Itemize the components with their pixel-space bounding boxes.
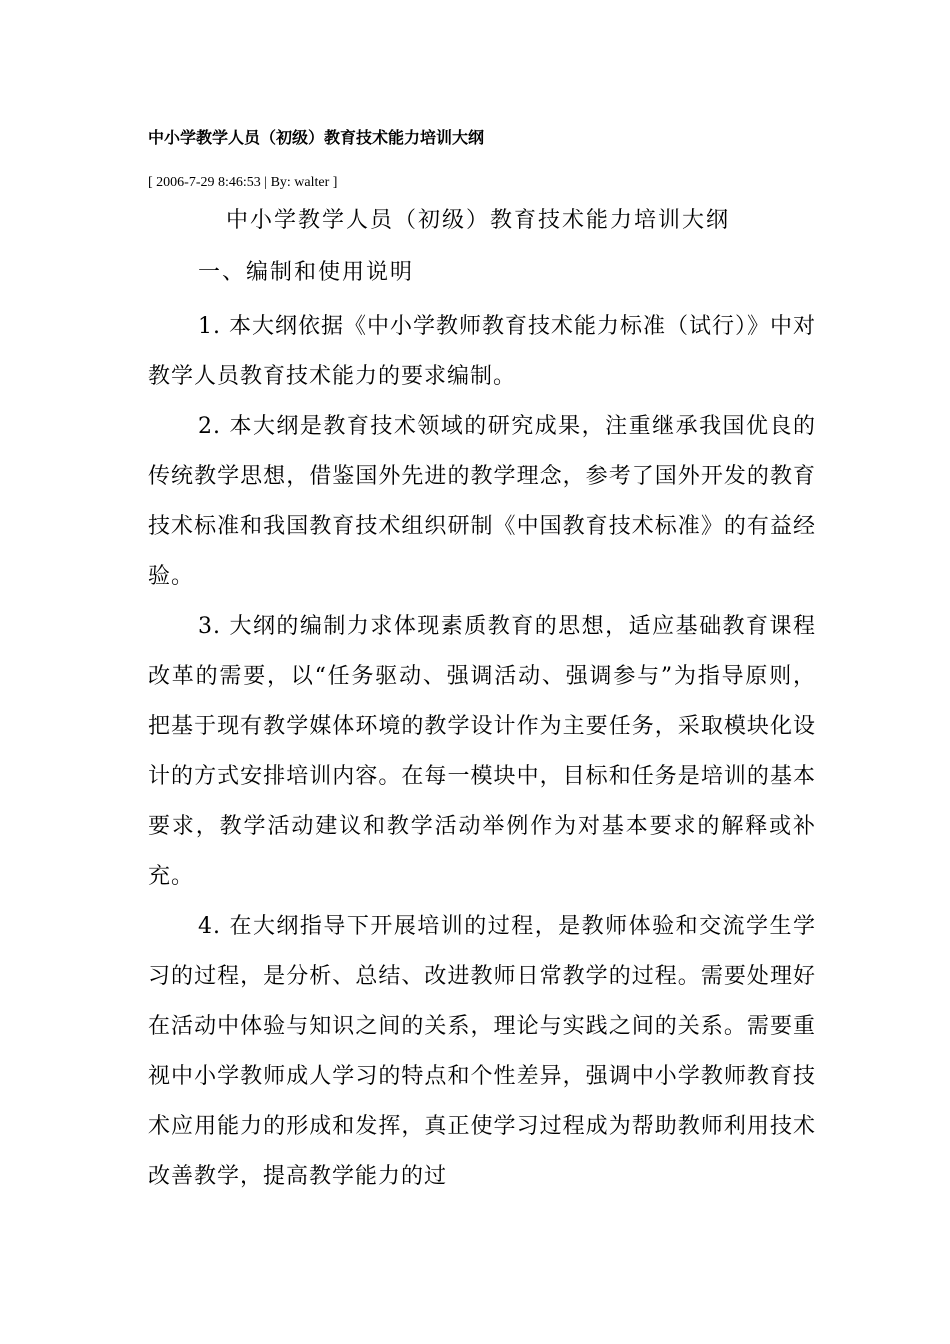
document-body [148,302,816,1202]
paragraph-4: 4. 在大纲指导下开展培训的过程，是教师体验和交流学生学习的过程，是分析、总结、改进教师日常教学的过程。需要处理好在活动中体验与知识之间的关系，理论与实践之间的关系。需要重视中小学教师成人学习的特点和个性差异，强调中小学教师教育技术应用能力的形成和发挥，真正使学习过程成为帮助教师利用技术改善教学，提高教学能力的过 [148,914,816,1189]
post-meta: [ 2006-7-29 8:46:53 | By: walter ] [148,175,338,190]
document-title: 中小学教学人员（初级）教育技术能力培训大纲 [225,208,730,233]
section-heading: 一、编制和使用说明 [198,260,415,285]
paragraph-3: 3. 大纲的编制力求体现素质教育的思想，适应基础教育课程改革的需要，以“任务驱动、强调活动、强调参与”为指导原则，把基于现有教学媒体环境的教学设计作为主要任务，采取模块化设计的方式安排培训内容。在每一模块中，目标和任务是培训的基本要求，教学活动建议和教学活动举例作为对基本要求的解释或补充。 [148,614,816,889]
post-title: 中小学教学人员（初级）教育技术能力培训大纲 [148,128,485,147]
paragraph-1: 1. 本大纲依据《中小学教师教育技术能力标准（试行）》中对教学人员教育技术能力的要求编制。 [148,314,816,389]
paragraph-2: 2. 本大纲是教育技术领域的研究成果，注重继承我国优良的传统教学思想，借鉴国外先进的教学理念，参考了国外开发的教育技术标准和我国教育技术组织研制《中国教育技术标准》的有益经验。 [148,414,816,589]
